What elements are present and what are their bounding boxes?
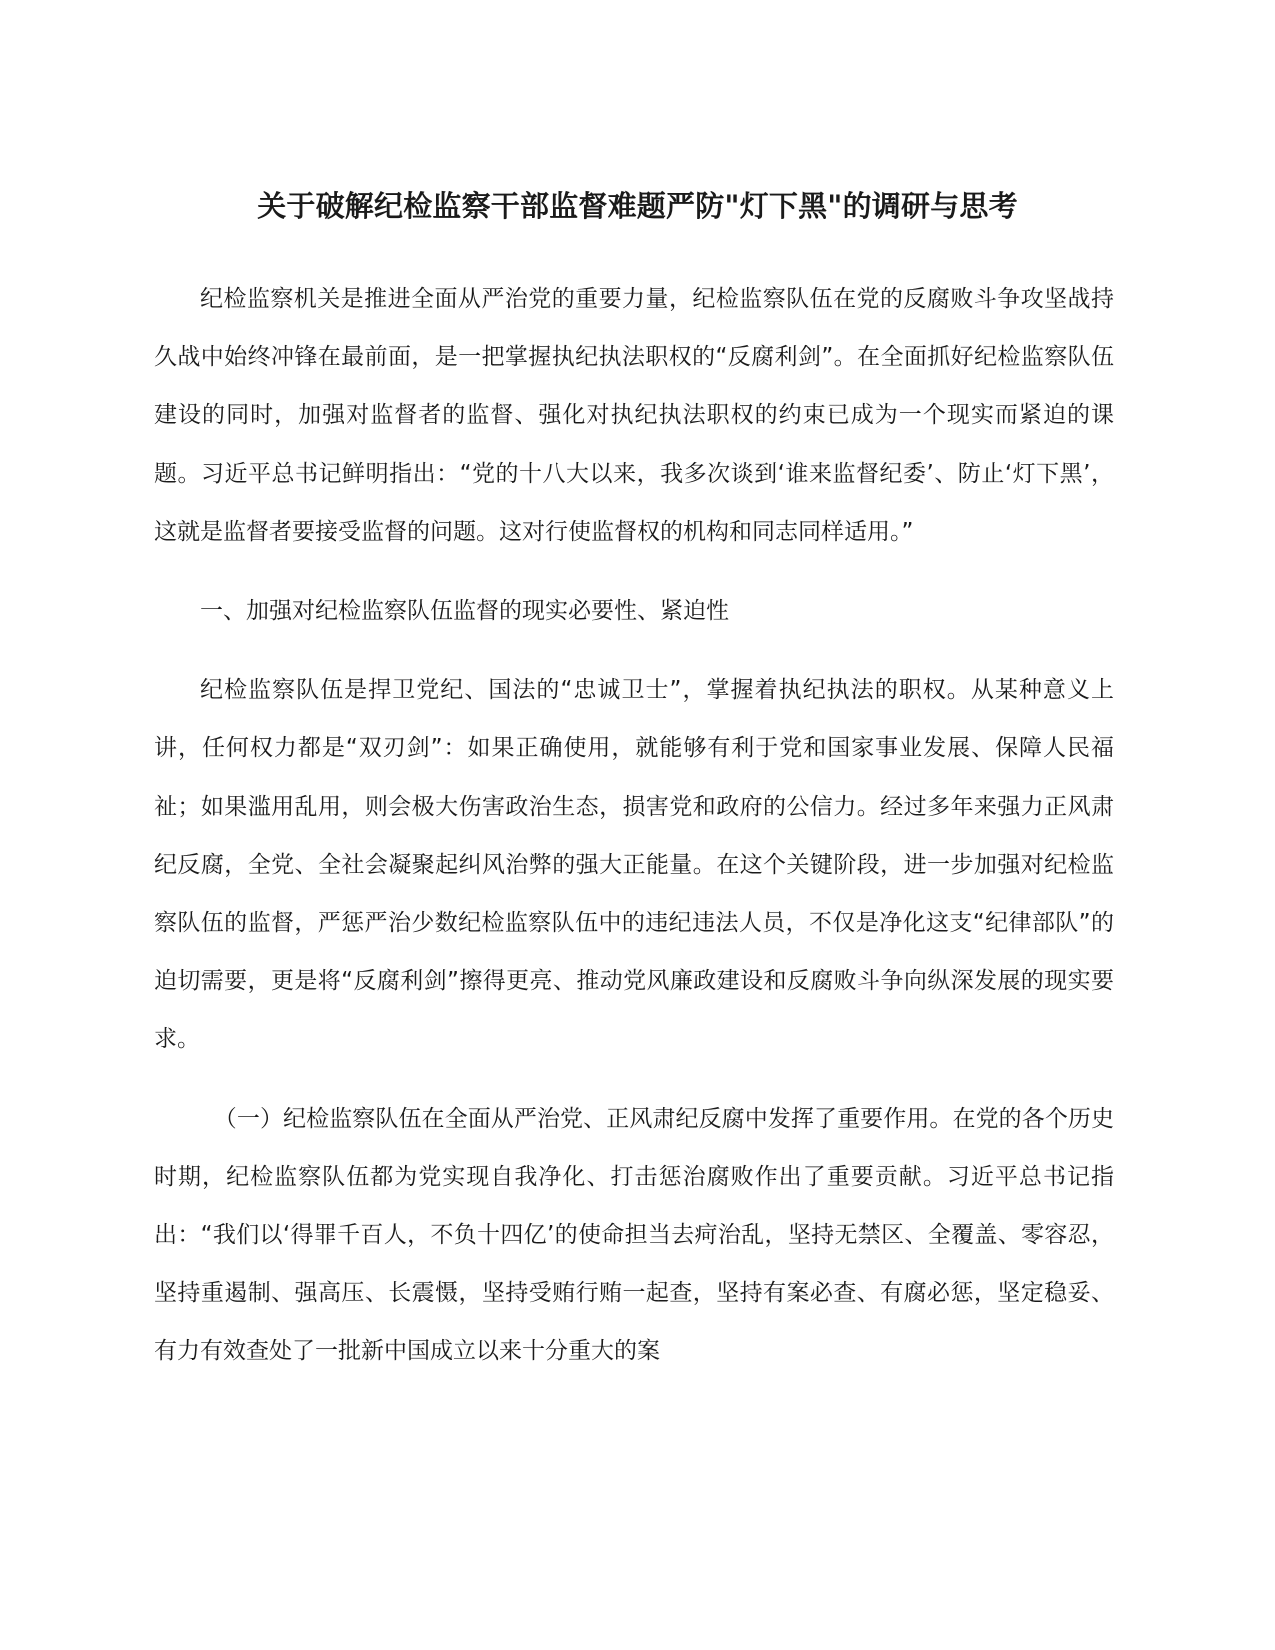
document-title: 关于破解纪检监察干部监督难题严防"灯下黑"的调研与思考: [257, 189, 1018, 223]
document-body: [154, 270, 1114, 1381]
intro-paragraph: 纪检监察机关是推进全面从严治党的重要力量，纪检监察队伍在党的反腐败斗争攻坚战持久战中始终冲锋在最前面，是一把掌握执纪执法职权的“反腐利剑”。在全面抓好纪检监察队伍建设的同时，加强对监督者的监督、强化对执纪执法职权的约束已成为一个现实而紧迫的课题。习近平总书记鲜明指出：“党的十八大以来，我多次谈到‘谁来监督纪委’、防止‘灯下黑’，这就是监督者要接受监督的问题。这对行使监督权的机构和同志同样适用。”: [154, 286, 1114, 545]
section-1-paragraph: 纪检监察队伍是捍卫党纪、国法的“忠诚卫士”，掌握着执纪执法的职权。从某种意义上讲，任何权力都是“双刃剑”：如果正确使用，就能够有利于党和国家事业发展、保障人民福祉；如果滥用乱用，则会极大伤害政治生态，损害党和政府的公信力。经过多年来强力正风肃纪反腐，全党、全社会凝聚起纠风治弊的强大正能量。在这个关键阶段，进一步加强对纪检监察队伍的监督，严惩严治少数纪检监察队伍中的违纪违法人员，不仅是净化这支“纪律部队”的迫切需要，更是将“反腐利剑”擦得更亮、推动党风廉政建设和反腐败斗争向纵深发展的现实要求。: [154, 677, 1114, 1053]
section-heading-1: 一、加强对纪检监察队伍监督的现实必要性、紧迫性: [200, 598, 729, 625]
subsection-1-paragraph: （一）纪检监察队伍在全面从严治党、正风肃纪反腐中发挥了重要作用。在党的各个历史时期，纪检监察队伍都为党实现自我净化、打击惩治腐败作出了重要贡献。习近平总书记指出：“我们以‘得罪千百人，不负十四亿’的使命担当去疴治乱，坚持无禁区、全覆盖、零容忍，坚持重遏制、强高压、长震慑，坚持受贿行贿一起查，坚持有案必查、有腐必惩，坚定稳妥、有力有效查处了一批新中国成立以来十分重大的案: [154, 1105, 1114, 1365]
